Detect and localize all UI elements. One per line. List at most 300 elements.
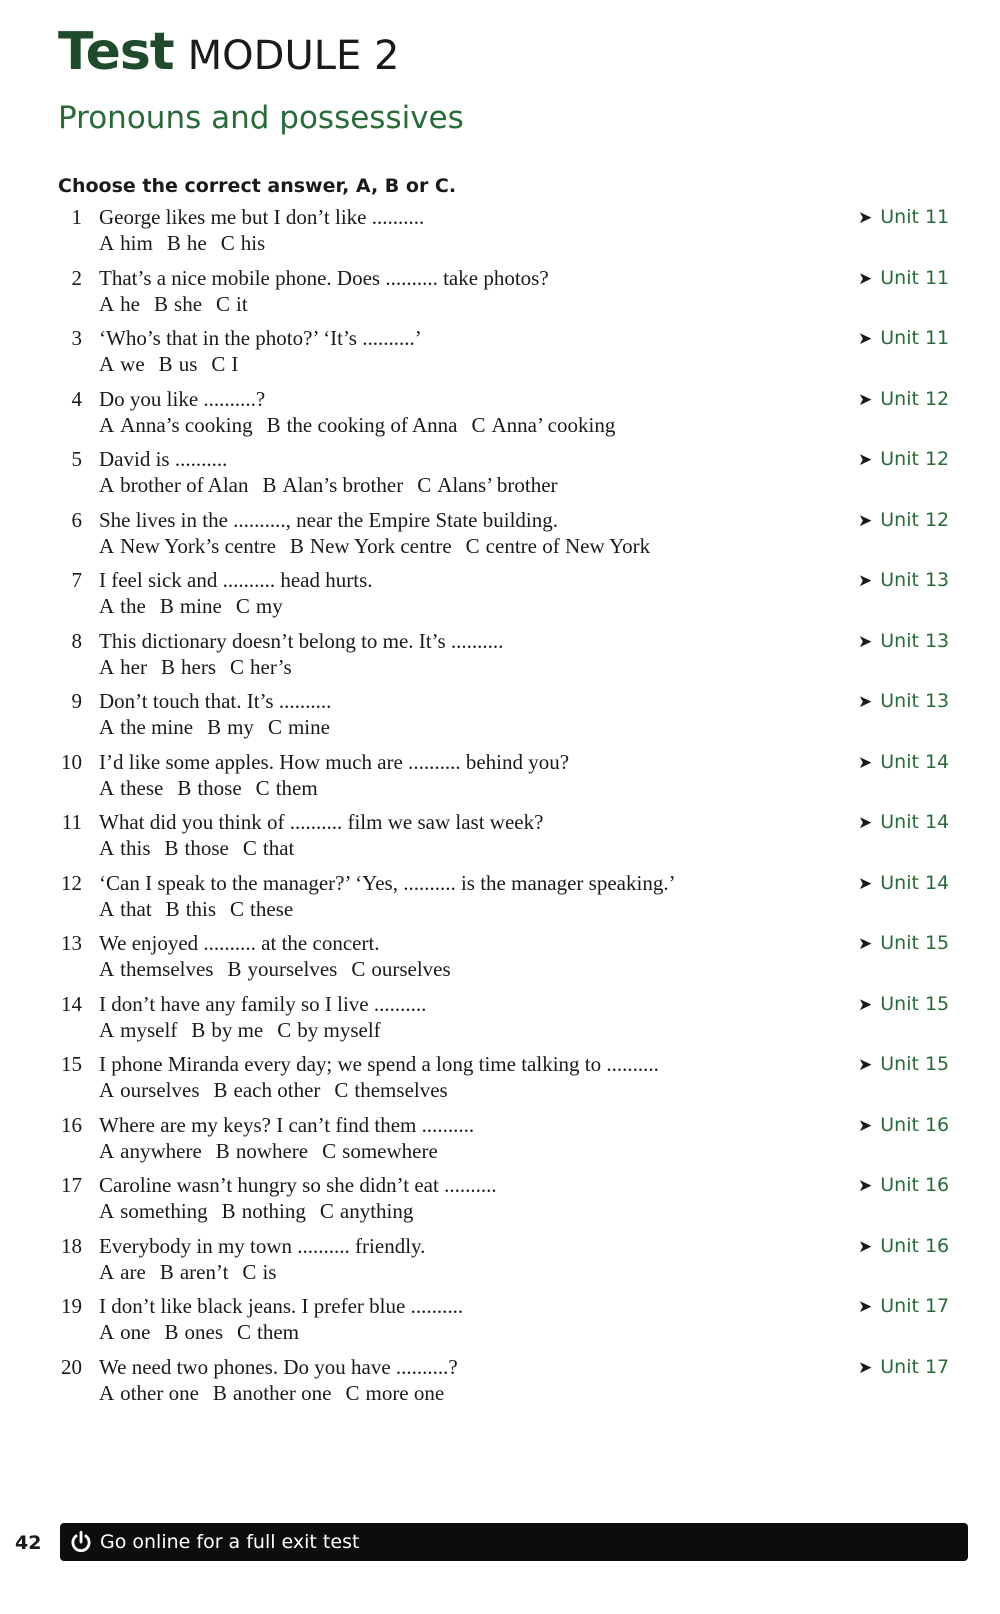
- option-letter: B: [221, 1199, 236, 1223]
- answer-option[interactable]: [216, 292, 248, 316]
- option-letter: A: [99, 654, 115, 679]
- answer-option[interactable]: [267, 413, 458, 437]
- unit-label: Unit 12: [880, 508, 950, 531]
- arrow-icon: ➤: [858, 1297, 873, 1317]
- answer-options: [99, 1198, 427, 1224]
- option-text: us: [178, 352, 198, 376]
- online-test-link[interactable]: [60, 1523, 968, 1561]
- option-letter: A: [99, 1017, 115, 1042]
- unit-label: Unit 13: [880, 629, 950, 652]
- answer-option[interactable]: [99, 957, 213, 981]
- question-text: We enjoyed .......... at the concert.: [99, 931, 380, 955]
- answer-option[interactable]: [243, 836, 295, 860]
- answer-option[interactable]: [99, 1139, 202, 1163]
- question-text: She lives in the .........., near the Empire State building.: [99, 507, 558, 532]
- option-letter: B: [159, 594, 174, 618]
- option-text: myself: [120, 1017, 178, 1042]
- option-letter: B: [154, 291, 169, 316]
- option-letter: B: [227, 957, 242, 981]
- option-text: Alans’ brother: [437, 473, 558, 497]
- answer-option[interactable]: [351, 957, 450, 981]
- option-letter: A: [99, 473, 115, 497]
- unit-reference[interactable]: [858, 386, 949, 413]
- answer-option[interactable]: [221, 231, 266, 255]
- question-item: [0, 870, 1000, 931]
- option-text: one: [120, 1320, 151, 1344]
- option-letter: A: [99, 775, 115, 800]
- arrow-icon: ➤: [858, 934, 873, 954]
- option-text: my: [255, 594, 283, 618]
- answer-option[interactable]: [167, 231, 207, 255]
- question-number: 9: [71, 689, 82, 713]
- question-item: [0, 204, 1000, 265]
- option-letter: C: [242, 836, 257, 860]
- unit-label: Unit 12: [880, 387, 950, 410]
- answer-option[interactable]: [166, 897, 216, 921]
- option-letter: C: [319, 1199, 334, 1223]
- option-letter: C: [242, 1259, 257, 1284]
- arrow-icon: ➤: [858, 389, 873, 410]
- answer-options: [99, 956, 465, 982]
- answer-options: [99, 654, 306, 680]
- question-text: What did you think of .......... film we saw last week?: [99, 810, 544, 834]
- option-text: the cooking of Anna: [286, 412, 458, 437]
- answer-option[interactable]: [230, 655, 292, 679]
- unit-reference[interactable]: [858, 628, 949, 655]
- question-text: I don’t like black jeans. I prefer blue ..........: [99, 1294, 464, 1318]
- arrow-icon: ➤: [858, 692, 873, 712]
- answer-options: [99, 714, 344, 740]
- online-test-text: Go online for a full exit test: [100, 1531, 360, 1553]
- arrow-icon: ➤: [858, 1357, 873, 1378]
- answer-options: [99, 835, 308, 861]
- option-letter: A: [99, 1380, 115, 1405]
- arrow-icon: ➤: [858, 1055, 873, 1075]
- question-item: [0, 628, 1000, 689]
- option-letter: A: [99, 1138, 115, 1163]
- answer-option[interactable]: [256, 776, 318, 800]
- arrow-icon: ➤: [858, 873, 873, 894]
- title-module: MODULE 2: [187, 33, 400, 79]
- option-text: another one: [232, 1380, 332, 1405]
- arrow-icon: ➤: [858, 1236, 873, 1257]
- option-letter: C: [334, 1078, 349, 1102]
- unit-reference[interactable]: [858, 1172, 949, 1199]
- option-text: yourselves: [247, 957, 338, 981]
- option-text: ones: [184, 1320, 224, 1344]
- option-text: are: [120, 1259, 146, 1284]
- option-letter: A: [99, 291, 115, 316]
- question-number: 8: [71, 628, 82, 653]
- option-letter: B: [266, 412, 281, 437]
- answer-options: [99, 593, 297, 619]
- option-letter: B: [191, 1017, 206, 1042]
- unit-reference[interactable]: [858, 446, 949, 473]
- answer-options: [99, 896, 307, 922]
- answer-option[interactable]: [99, 836, 151, 860]
- question-item: [0, 265, 1000, 326]
- question-item: [0, 930, 1000, 991]
- option-letter: B: [215, 1138, 230, 1163]
- option-text: centre of New York: [485, 533, 651, 558]
- question-item: [0, 991, 1000, 1052]
- question-text: Where are my keys? I can’t find them ..........: [99, 1112, 475, 1137]
- question-number: 3: [71, 326, 82, 350]
- option-letter: B: [165, 896, 180, 921]
- question-item: [0, 688, 1000, 749]
- answer-option[interactable]: [227, 957, 337, 981]
- option-letter: A: [99, 957, 115, 981]
- question-number: 20: [61, 1354, 82, 1379]
- unit-label: Unit 17: [880, 1355, 950, 1378]
- option-text: my: [227, 715, 254, 739]
- option-text: we: [120, 352, 145, 376]
- option-letter: C: [235, 594, 250, 618]
- option-letter: C: [237, 1320, 252, 1344]
- unit-label: Unit 14: [880, 871, 950, 894]
- option-text: the mine: [120, 715, 194, 739]
- question-text: David is ..........: [99, 447, 228, 471]
- answer-option[interactable]: [99, 655, 147, 679]
- arrow-icon: ➤: [858, 1176, 873, 1196]
- answer-option[interactable]: [277, 1018, 380, 1042]
- answer-option[interactable]: [322, 1139, 438, 1163]
- option-text: each other: [233, 1078, 321, 1102]
- question-item: [0, 325, 1000, 386]
- unit-reference[interactable]: [858, 991, 949, 1018]
- question-item: [0, 1172, 1000, 1233]
- option-letter: A: [99, 836, 115, 860]
- option-letter: A: [99, 412, 115, 437]
- unit-label: Unit 15: [880, 932, 950, 954]
- option-text: he: [186, 231, 207, 255]
- option-text: those: [184, 836, 229, 860]
- answer-option[interactable]: [165, 1320, 224, 1344]
- question-number: 2: [71, 265, 82, 290]
- unit-reference[interactable]: [858, 1354, 949, 1381]
- option-letter: A: [99, 1320, 115, 1344]
- option-text: themselves: [354, 1078, 448, 1102]
- option-letter: C: [220, 231, 235, 255]
- option-letter: C: [216, 291, 231, 316]
- answer-option[interactable]: [99, 534, 276, 558]
- answer-option[interactable]: [99, 897, 152, 921]
- unit-label: Unit 11: [880, 327, 950, 349]
- option-text: she: [174, 291, 203, 316]
- option-letter: A: [99, 533, 115, 558]
- arrow-icon: ➤: [858, 813, 873, 833]
- answer-option[interactable]: [290, 534, 452, 558]
- question-item: [0, 1293, 1000, 1354]
- option-text: themselves: [120, 957, 214, 981]
- unit-reference[interactable]: [858, 325, 949, 352]
- title-test: Test: [58, 22, 174, 82]
- answer-option[interactable]: [165, 836, 229, 860]
- option-text: this: [185, 896, 217, 921]
- option-letter: B: [158, 352, 173, 376]
- option-text: mine: [287, 715, 330, 739]
- option-text: these: [120, 775, 164, 800]
- option-text: by me: [211, 1017, 264, 1042]
- question-text: We need two phones. Do you have ..........?: [99, 1354, 458, 1379]
- option-letter: B: [262, 473, 277, 497]
- answer-options: [99, 291, 262, 317]
- question-list: [0, 204, 1000, 1414]
- question-number: 1: [71, 205, 82, 229]
- unit-reference[interactable]: [858, 204, 949, 231]
- answer-option[interactable]: [191, 1018, 263, 1042]
- answer-option[interactable]: [345, 1381, 444, 1405]
- question-number: 13: [61, 931, 82, 955]
- answer-option[interactable]: [237, 1320, 299, 1344]
- unit-reference[interactable]: [858, 507, 949, 534]
- answer-option[interactable]: [466, 534, 650, 558]
- arrow-icon: ➤: [858, 631, 873, 652]
- answer-option[interactable]: [99, 413, 253, 437]
- answer-option[interactable]: [160, 594, 222, 618]
- question-number: 14: [61, 991, 82, 1016]
- answer-option[interactable]: [334, 1078, 447, 1102]
- unit-reference[interactable]: [858, 749, 949, 776]
- option-letter: B: [207, 715, 222, 739]
- option-letter: A: [99, 1078, 115, 1102]
- option-letter: B: [161, 654, 176, 679]
- option-letter: C: [465, 533, 480, 558]
- arrow-icon: ➤: [858, 268, 873, 289]
- instruction: Choose the correct answer, A, B or C.: [58, 175, 457, 197]
- option-letter: B: [164, 836, 179, 860]
- answer-option[interactable]: [99, 292, 140, 316]
- question-text: ‘Who’s that in the photo?’ ‘It’s ..........’: [99, 326, 422, 350]
- option-text: it: [236, 291, 248, 316]
- option-text: mine: [179, 594, 222, 618]
- question-number: 6: [71, 507, 82, 532]
- question-number: 18: [61, 1233, 82, 1258]
- option-text: the: [120, 594, 146, 618]
- option-text: hers: [181, 654, 217, 679]
- unit-label: Unit 13: [880, 569, 950, 591]
- question-text: I’d like some apples. How much are .......... behind you?: [99, 749, 570, 774]
- option-letter: B: [164, 1320, 179, 1344]
- question-text: I don’t have any family so I live ..........: [99, 991, 427, 1016]
- answer-option[interactable]: [211, 352, 238, 376]
- arrow-icon: ➤: [858, 752, 873, 773]
- answer-options: [99, 1138, 452, 1164]
- unit-label: Unit 15: [880, 992, 950, 1015]
- option-text: New York centre: [309, 533, 452, 558]
- unit-label: Unit 14: [880, 750, 950, 773]
- answer-option[interactable]: [320, 1199, 414, 1223]
- option-letter: C: [322, 1138, 337, 1163]
- question-number: 17: [61, 1173, 82, 1197]
- option-letter: A: [99, 896, 115, 921]
- option-letter: B: [166, 231, 181, 255]
- answer-option[interactable]: [213, 1381, 332, 1405]
- unit-label: Unit 17: [880, 1295, 950, 1317]
- unit-label: Unit 13: [880, 690, 950, 712]
- answer-options: [99, 533, 664, 559]
- option-text: something: [120, 1199, 208, 1223]
- option-text: I: [231, 352, 239, 376]
- unit-reference[interactable]: [858, 870, 949, 897]
- answer-option[interactable]: [99, 231, 153, 255]
- answer-options: [99, 1077, 462, 1103]
- arrow-icon: ➤: [858, 510, 873, 531]
- answer-options: [99, 1259, 290, 1285]
- unit-label: Unit 11: [880, 266, 950, 289]
- option-text: her: [120, 654, 147, 679]
- question-text: Everybody in my town .......... friendly.: [99, 1233, 426, 1258]
- unit-reference[interactable]: [858, 688, 949, 715]
- option-letter: C: [255, 775, 270, 800]
- option-letter: A: [99, 1259, 115, 1284]
- unit-reference[interactable]: [858, 265, 949, 292]
- answer-option[interactable]: [177, 776, 241, 800]
- answer-option[interactable]: [160, 1260, 229, 1284]
- option-text: more one: [365, 1380, 445, 1405]
- answer-option[interactable]: [230, 897, 293, 921]
- question-item: [0, 1233, 1000, 1294]
- question-item: [0, 1354, 1000, 1415]
- answer-option[interactable]: [222, 1199, 306, 1223]
- option-letter: C: [230, 896, 245, 921]
- option-text: anything: [339, 1199, 414, 1223]
- option-letter: A: [99, 715, 115, 739]
- option-letter: C: [471, 412, 486, 437]
- option-letter: C: [230, 654, 245, 679]
- option-text: he: [120, 291, 140, 316]
- question-text: Do you like ..........?: [99, 386, 266, 411]
- answer-option[interactable]: [99, 715, 193, 739]
- arrow-icon: ➤: [858, 208, 873, 228]
- question-text: Caroline wasn’t hungry so she didn’t eat ..........: [99, 1173, 497, 1197]
- unit-label: Unit 16: [880, 1113, 950, 1136]
- question-number: 15: [61, 1052, 82, 1076]
- answer-option[interactable]: [99, 1078, 200, 1102]
- option-text: her’s: [250, 654, 292, 679]
- option-text: this: [120, 836, 151, 860]
- unit-reference[interactable]: [858, 567, 949, 594]
- page-number: 42: [15, 1532, 42, 1554]
- arrow-icon: ➤: [858, 329, 873, 349]
- question-item: [0, 386, 1000, 447]
- question-number: 11: [61, 810, 82, 834]
- arrow-icon: ➤: [858, 994, 873, 1015]
- answer-option[interactable]: [154, 292, 202, 316]
- option-letter: A: [99, 594, 115, 618]
- arrow-icon: ➤: [858, 1115, 873, 1136]
- option-letter: A: [99, 1199, 115, 1223]
- arrow-icon: ➤: [858, 571, 873, 591]
- option-text: them: [257, 1320, 300, 1344]
- option-letter: C: [267, 715, 282, 739]
- unit-label: Unit 11: [880, 206, 950, 228]
- answer-option[interactable]: [262, 473, 403, 497]
- answer-option[interactable]: [214, 1078, 321, 1102]
- answer-option[interactable]: [99, 1018, 177, 1042]
- answer-option[interactable]: [207, 715, 254, 739]
- unit-reference[interactable]: [858, 1051, 949, 1078]
- answer-option[interactable]: [161, 655, 216, 679]
- option-text: other one: [120, 1380, 199, 1405]
- answer-option[interactable]: [99, 1199, 208, 1223]
- question-item: [0, 809, 1000, 870]
- option-text: ourselves: [371, 957, 451, 981]
- answer-options: [99, 1380, 458, 1406]
- answer-option[interactable]: [99, 1320, 151, 1344]
- question-item: [0, 567, 1000, 628]
- answer-option[interactable]: [99, 776, 163, 800]
- answer-option[interactable]: [99, 594, 146, 618]
- answer-options: [99, 412, 629, 438]
- unit-reference[interactable]: [858, 1112, 949, 1139]
- question-text: I phone Miranda every day; we spend a long time talking to ..........: [99, 1052, 659, 1076]
- answer-option[interactable]: [471, 413, 615, 437]
- answer-option[interactable]: [268, 715, 330, 739]
- unit-reference[interactable]: [858, 930, 949, 957]
- option-letter: B: [177, 775, 192, 800]
- option-text: aren’t: [179, 1259, 229, 1284]
- question-number: 12: [61, 870, 82, 895]
- answer-options: [99, 1319, 313, 1345]
- answer-option[interactable]: [99, 1260, 146, 1284]
- unit-reference[interactable]: [858, 1293, 949, 1320]
- answer-option[interactable]: [236, 594, 283, 618]
- question-item: [0, 446, 1000, 507]
- page-subtitle: Pronouns and possessives: [58, 100, 464, 136]
- unit-label: Unit 14: [880, 811, 950, 833]
- option-text: brother of Alan: [120, 473, 249, 497]
- unit-reference[interactable]: [858, 809, 949, 836]
- answer-option[interactable]: [216, 1139, 308, 1163]
- question-text: George likes me but I don’t like ..........: [99, 205, 425, 229]
- answer-option[interactable]: [99, 352, 145, 376]
- answer-option[interactable]: [99, 473, 248, 497]
- page-title: [58, 22, 399, 82]
- question-text: I feel sick and .......... head hurts.: [99, 568, 373, 592]
- question-item: [0, 1051, 1000, 1112]
- question-text: ‘Can I speak to the manager?’ ‘Yes, .......... is the manager speaking.’: [99, 870, 676, 895]
- option-letter: B: [213, 1078, 228, 1102]
- answer-option[interactable]: [417, 473, 557, 497]
- option-text: is: [262, 1259, 277, 1284]
- question-number: 7: [71, 568, 82, 592]
- question-number: 16: [61, 1112, 82, 1137]
- option-text: his: [240, 231, 266, 255]
- unit-reference[interactable]: [858, 1233, 949, 1260]
- answer-option[interactable]: [99, 1381, 199, 1405]
- question-item: [0, 749, 1000, 810]
- option-letter: A: [99, 231, 115, 255]
- question-text: Don’t touch that. It’s ..........: [99, 689, 332, 713]
- answer-option[interactable]: [242, 1260, 276, 1284]
- question-item: [0, 1112, 1000, 1173]
- option-letter: A: [99, 352, 115, 376]
- answer-options: [99, 775, 332, 801]
- answer-options: [99, 1017, 395, 1043]
- question-text: This dictionary doesn’t belong to me. It’s ..........: [99, 628, 504, 653]
- answer-options: [99, 472, 572, 498]
- option-letter: B: [289, 533, 304, 558]
- unit-label: Unit 12: [880, 448, 950, 470]
- option-text: Alan’s brother: [282, 473, 404, 497]
- option-text: nowhere: [235, 1138, 309, 1163]
- question-number: 19: [61, 1294, 82, 1318]
- option-text: nothing: [241, 1199, 306, 1223]
- option-text: ourselves: [120, 1078, 200, 1102]
- answer-option[interactable]: [159, 352, 198, 376]
- option-text: by myself: [297, 1017, 381, 1042]
